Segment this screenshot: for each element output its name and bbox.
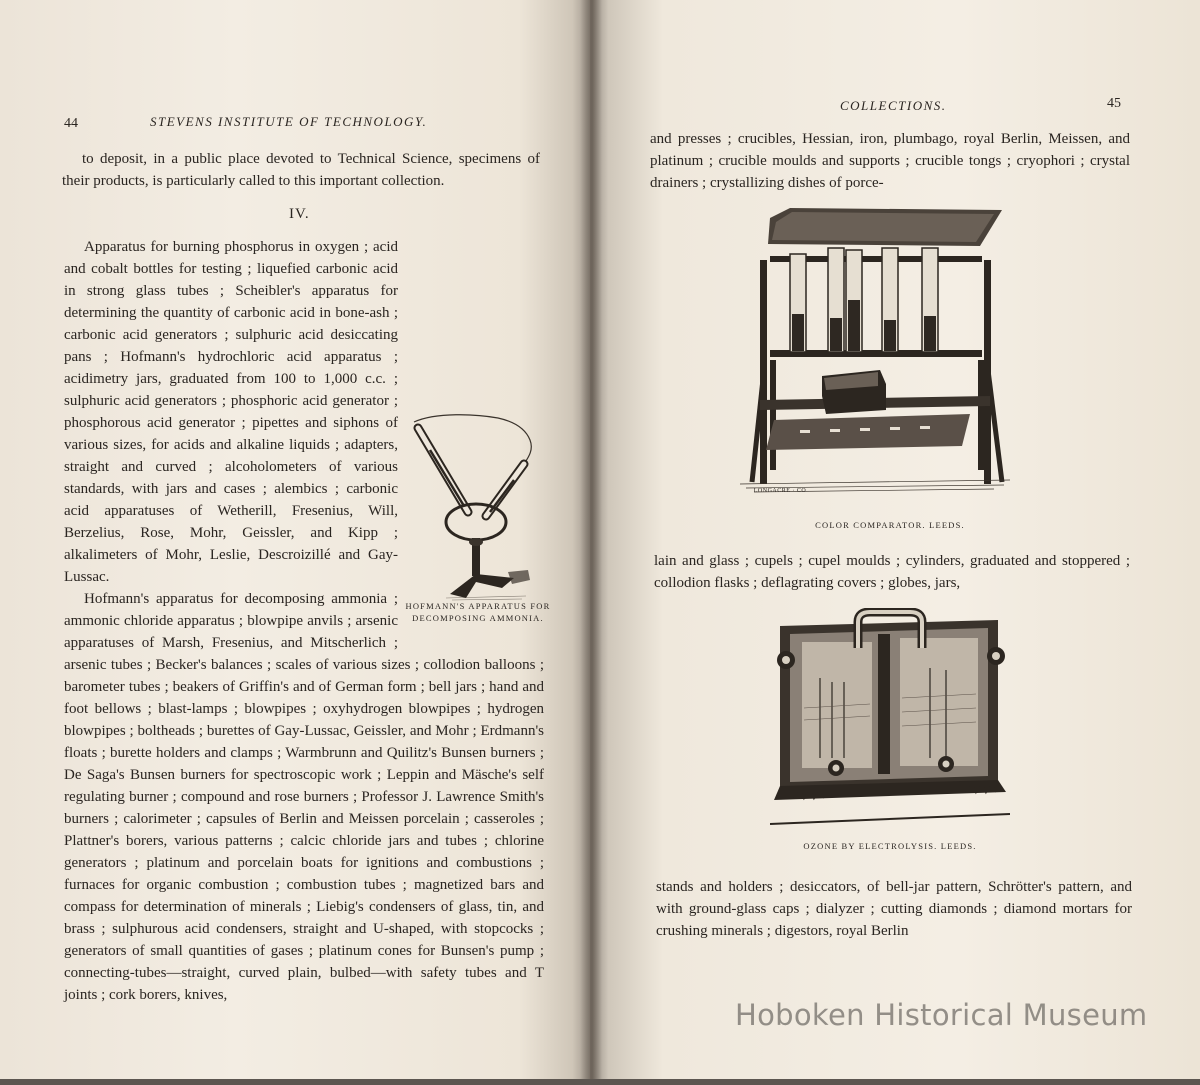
paragraph-top-text: and presses ; crucibles, Hessian, iron, plumbago, royal Berlin, Meissen, and platinum ; crucible moulds and supports ; crucible tongs ; cryophori ; crystal drainers ; crystallizing dishes of porce- [650,131,1130,191]
hofmann-apparatus-illustration [406,410,544,602]
right-page [590,0,1200,1085]
hofmann-figure-caption [398,600,558,624]
museum-watermark: Hoboken Historical Museum [735,998,1148,1032]
color-comparator-caption: COLOR COMPARATOR. LEEDS. [815,520,965,530]
paragraph-middle [654,550,1130,594]
paragraph-hofmann: Hofmann's apparatus for decomposing ammonia ; ammonic chloride apparatus ; blowpipe anvils ; arsenic apparatuses of Marsh, Fresenius, and Mitscherlich ; arsenic tubes ; Becker's balances ; scales of various sizes ; collodion balloons ; barometer tubes ; beakers of Griffin's and of German form ; bell jars ; hand and foot bellows ; blast-lamps ; blowpipes ; oxyhydrogen blowpipes ; hydrogen blowpipes ; boltheads ; burettes of Gay-Lussac, Geissler, and Mohr ; Erdmann's floats ; burette holders and clamps ; Warmbrunn and Quilitz's Bunsen burners ; De Saga's Bunsen burners for spectroscopic work ; Leppin and Mäsche's self regulating burner ; compound and rose burners ; Professor J. Lawrence Smith's burners ; calorimeter ; capsules of Berlin and Meissen porcelain ; casseroles ; Plattner's borers, various patterns ; calcic chloride jars and tubes ; chlorine generators ; platinum and porcelain boats for ignitions and combustions ; furnaces for organic combustion ; combustion tubes ; magnetized bars and compass for determination of minerals ; Liebig's condensers of glass, tin, and brass ; sulphurous acid condensers, straight and U-shaped, with stopcocks ; generators of small quantities of gases ; platinum cones for Bunsen's pump ; connecting-tubes—straight, curved plain, bulbed—with safety tubes and T joints ; cork borers, knives, [64,591,544,1003]
paragraph-middle-text: lain and glass ; cupels ; cupel moulds ; cylinders, graduated and stoppered ; collodion flasks ; deflagrating covers ; globes, jars, [654,553,1130,591]
color-comparator-illustration [740,200,1010,500]
ozone-electrolysis-caption: OZONE BY ELECTROLYSIS. LEEDS. [803,841,977,851]
caption-line-2: DECOMPOSING AMMONIA. [412,613,544,623]
ozone-electrolysis-figure [770,608,1010,830]
engraver-credit: LONGACRE · CO [753,488,807,494]
running-head-left: STEVENS INSTITUTE OF TECHNOLOGY. [150,114,428,129]
color-comparator-figure [740,200,1010,500]
book-gutter [580,0,602,1085]
paragraph-top [650,128,1130,194]
page-bottom-edge [0,1079,1200,1085]
intro-text: to deposit, in a public place devoted to Technical Science, specimens of their products, is particularly called to this important collection. [62,151,540,189]
intro-paragraph [62,148,540,192]
page-number-left: 44 [64,116,78,131]
left-page [0,0,590,1085]
section-number: IV. [289,206,310,222]
paragraph-bottom [656,876,1132,942]
running-head-right: COLLECTIONS. [840,98,947,113]
hofmann-apparatus-figure [406,410,544,602]
ozone-electrolysis-illustration [770,608,1010,830]
paragraph-apparatus: Apparatus for burning phosphorus in oxygen ; acid and cobalt bottles for testing ; liquefied carbonic acid in strong glass tubes ; Scheibler's apparatus for determining the quantity of carbonic acid in bone-ash ; carbonic acid generators ; sulphuric acid desiccating pans ; Hofmann's hydrochloric acid apparatus ; acidimetry jars, graduated from 100 to 1,000 c.c. ; sulphuric acid generators ; phosphoric acid generator ; phosphorous acid generator ; pipettes and siphons of various sizes, for acids and alkaline liquids ; adapters, straight and curved ; alcoholometers of various standards, with jars and cases ; alembics ; carbonic acid apparatuses of Wetherill, Fresenius, Will, Berzelius, Rose, Mohr, Geissler, and Kipp ; alkalimeters of Mohr, Leslie, Descroizillé and Gay-Lussac. [64,239,398,585]
page-number-right: 45 [1107,96,1121,111]
paragraph-bottom-text: stands and holders ; desiccators, of bell-jar pattern, Schrötter's pattern, and with ground-glass caps ; dialyzer ; cutting diamonds ; diamond mortars for crushing minerals ; digestors, royal Berlin [656,879,1132,939]
caption-line-1: HOFMANN'S APPARATUS FOR [405,601,551,611]
